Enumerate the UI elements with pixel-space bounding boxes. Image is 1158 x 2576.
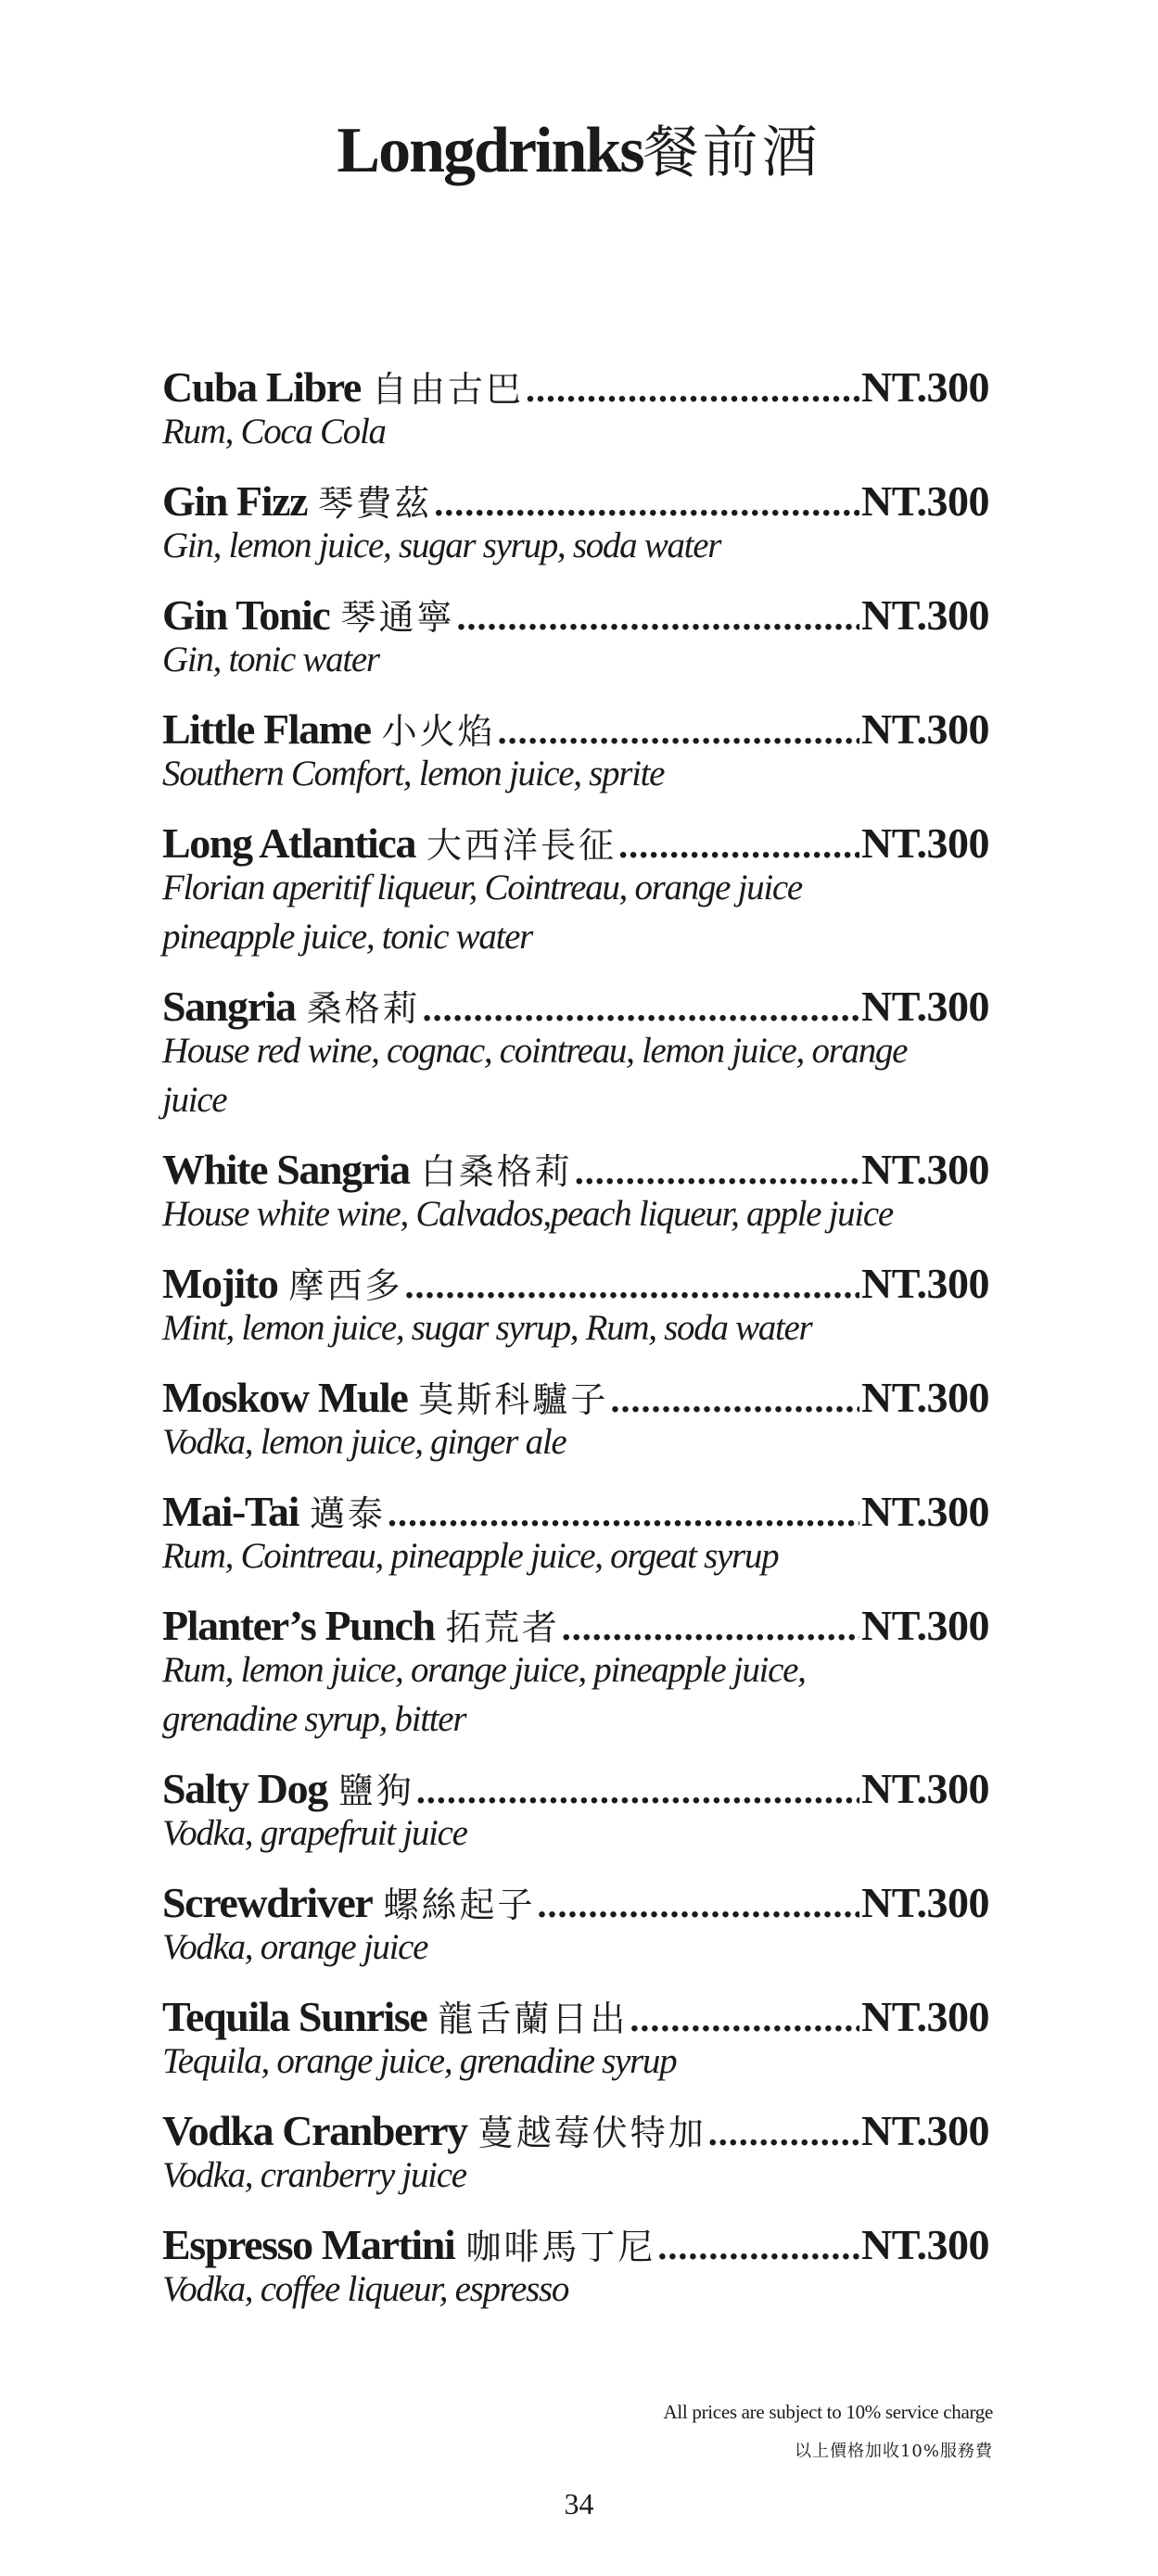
ingredients-line: Vodka, cranberry juice <box>162 2155 466 2195</box>
drink-name: Screwdriver <box>162 1879 373 1926</box>
menu-item <box>162 1479 989 1593</box>
drink-name-chinese: 小火焰 <box>381 711 496 752</box>
drink-name-chinese: 白桑格莉 <box>420 1151 573 1192</box>
drink-ingredients <box>162 1189 989 1251</box>
drink-price: NT.300 <box>861 1146 989 1193</box>
menu-item <box>162 811 989 974</box>
drink-name-chinese: 鹽狗 <box>337 1770 414 1811</box>
dot-leader <box>526 357 859 420</box>
drink-name-chinese: 摩西多 <box>288 1265 403 1306</box>
ingredients-line: Mint, lemon juice, sugar syrup, Rum, soda water <box>162 1308 812 1348</box>
drink-price: NT.300 <box>861 705 989 753</box>
drink-name-chinese: 桑格莉 <box>306 988 421 1029</box>
drink-name: Gin Tonic <box>162 591 330 639</box>
drink-name: Mai-Tai <box>162 1488 299 1535</box>
ingredients-line: juice <box>162 1080 227 1120</box>
ingredients-line: Vodka, coffee liqueur, espresso <box>162 2269 569 2309</box>
menu-item <box>162 697 989 811</box>
drink-name-chinese: 咖啡馬丁尼 <box>465 2227 656 2267</box>
menu-item <box>162 1251 989 1365</box>
title-english: Longdrinks <box>337 115 643 186</box>
dot-leader <box>657 2214 859 2278</box>
ingredients-line: Rum, lemon juice, orange juice, pineapple juice, <box>162 1650 806 1690</box>
ingredients-line: Vodka, grapefruit juice <box>162 1813 467 1853</box>
ingredients-line: Gin, tonic water <box>162 640 379 679</box>
drink-name: Espresso Martini <box>162 2221 455 2268</box>
drink-name-chinese: 琴費茲 <box>318 483 433 524</box>
menu-item <box>162 355 989 469</box>
ingredients-line: House red wine, cognac, cointreau, lemon juice, orange <box>162 1031 908 1071</box>
service-charge-note: All prices are subject to 10% service charge <box>663 2401 993 2423</box>
drink-ingredients <box>162 863 989 974</box>
menu-item <box>162 1757 989 1871</box>
drink-name-chinese: 琴通寧 <box>340 597 455 638</box>
drink-price: NT.300 <box>861 1765 989 1812</box>
ingredients-line: House white wine, Calvados,peach liqueur, apple juice <box>162 1194 893 1234</box>
dot-leader <box>537 1872 859 1935</box>
drink-name: Tequila Sunrise <box>162 1993 427 2040</box>
drink-price: NT.300 <box>861 2221 989 2268</box>
drink-price: NT.300 <box>861 819 989 867</box>
page-number: 34 <box>564 2487 594 2520</box>
drink-name: Salty Dog <box>162 1765 327 1812</box>
page-title <box>0 115 1158 186</box>
drink-name-chinese: 蔓越莓伏特加 <box>477 2113 706 2153</box>
drink-price: NT.300 <box>861 363 989 411</box>
ingredients-line: Gin, lemon juice, sugar syrup, soda water <box>162 526 721 565</box>
drink-price: NT.300 <box>861 1993 989 2040</box>
drink-price: NT.300 <box>861 1260 989 1307</box>
dot-leader <box>610 1367 859 1430</box>
drink-price: NT.300 <box>861 1374 989 1421</box>
menu-item <box>162 2213 989 2327</box>
ingredients-line: Vodka, orange juice <box>162 1927 428 1967</box>
drink-ingredients <box>162 1026 989 1137</box>
drink-name: Long Atlantica <box>162 819 416 867</box>
drink-name: Planter’s Punch <box>162 1602 435 1649</box>
drink-name: White Sangria <box>162 1146 410 1193</box>
title-chinese: 餐前酒 <box>643 121 821 185</box>
ingredients-line: Rum, Cointreau, pineapple juice, orgeat syrup <box>162 1536 779 1576</box>
service-charge-note-chinese: 以上價格加收10%服務費 <box>794 2442 993 2461</box>
drink-name: Gin Fizz <box>162 477 308 525</box>
ingredients-line: Tequila, orange juice, grenadine syrup <box>162 2041 677 2081</box>
drink-name-chinese: 拓荒者 <box>445 1607 560 1648</box>
drink-name-chinese: 大西洋長征 <box>426 825 617 866</box>
drink-price: NT.300 <box>861 591 989 639</box>
dot-leader <box>416 1758 859 1821</box>
drink-name: Cuba Libre <box>162 363 361 411</box>
drink-name: Vodka Cranberry <box>162 2107 467 2154</box>
drink-name: Moskow Mule <box>162 1374 408 1421</box>
ingredients-line: grenadine syrup, bitter <box>162 1699 466 1739</box>
drink-price: NT.300 <box>861 1488 989 1535</box>
ingredients-line: Florian aperitif liqueur, Cointreau, orange juice <box>162 868 802 907</box>
drink-name: Sangria <box>162 983 296 1030</box>
drinks-list <box>162 355 989 2327</box>
ingredients-line: Vodka, lemon juice, ginger ale <box>162 1422 566 1462</box>
menu-item <box>162 1365 989 1479</box>
drink-name: Little Flame <box>162 705 371 753</box>
drink-ingredients <box>162 1645 989 1757</box>
drink-name-chinese: 莫斯科驢子 <box>418 1379 609 1420</box>
drink-name: Mojito <box>162 1260 278 1307</box>
drink-price: NT.300 <box>861 983 989 1030</box>
menu-item <box>162 469 989 583</box>
menu-item <box>162 974 989 1137</box>
ingredients-line: pineapple juice, tonic water <box>162 917 532 957</box>
dot-leader <box>708 2100 859 2164</box>
dot-leader <box>456 585 859 648</box>
menu-item <box>162 1593 989 1757</box>
ingredients-line: Rum, Coca Cola <box>162 412 386 451</box>
drink-price: NT.300 <box>861 2107 989 2154</box>
drink-name-chinese: 龍舌蘭日出 <box>438 1999 629 2039</box>
drink-price: NT.300 <box>861 1879 989 1926</box>
menu-item <box>162 1985 989 2099</box>
drink-name-chinese: 螺絲起子 <box>383 1884 536 1925</box>
menu-item <box>162 2099 989 2213</box>
drink-price: NT.300 <box>861 1602 989 1649</box>
menu-item <box>162 1871 989 1985</box>
drink-price: NT.300 <box>861 477 989 525</box>
drink-name-chinese: 邁泰 <box>309 1493 386 1534</box>
drink-name-chinese: 自由古巴 <box>371 369 524 410</box>
menu-item <box>162 1137 989 1251</box>
menu-item <box>162 583 989 697</box>
ingredients-line: Southern Comfort, lemon juice, sprite <box>162 754 665 793</box>
